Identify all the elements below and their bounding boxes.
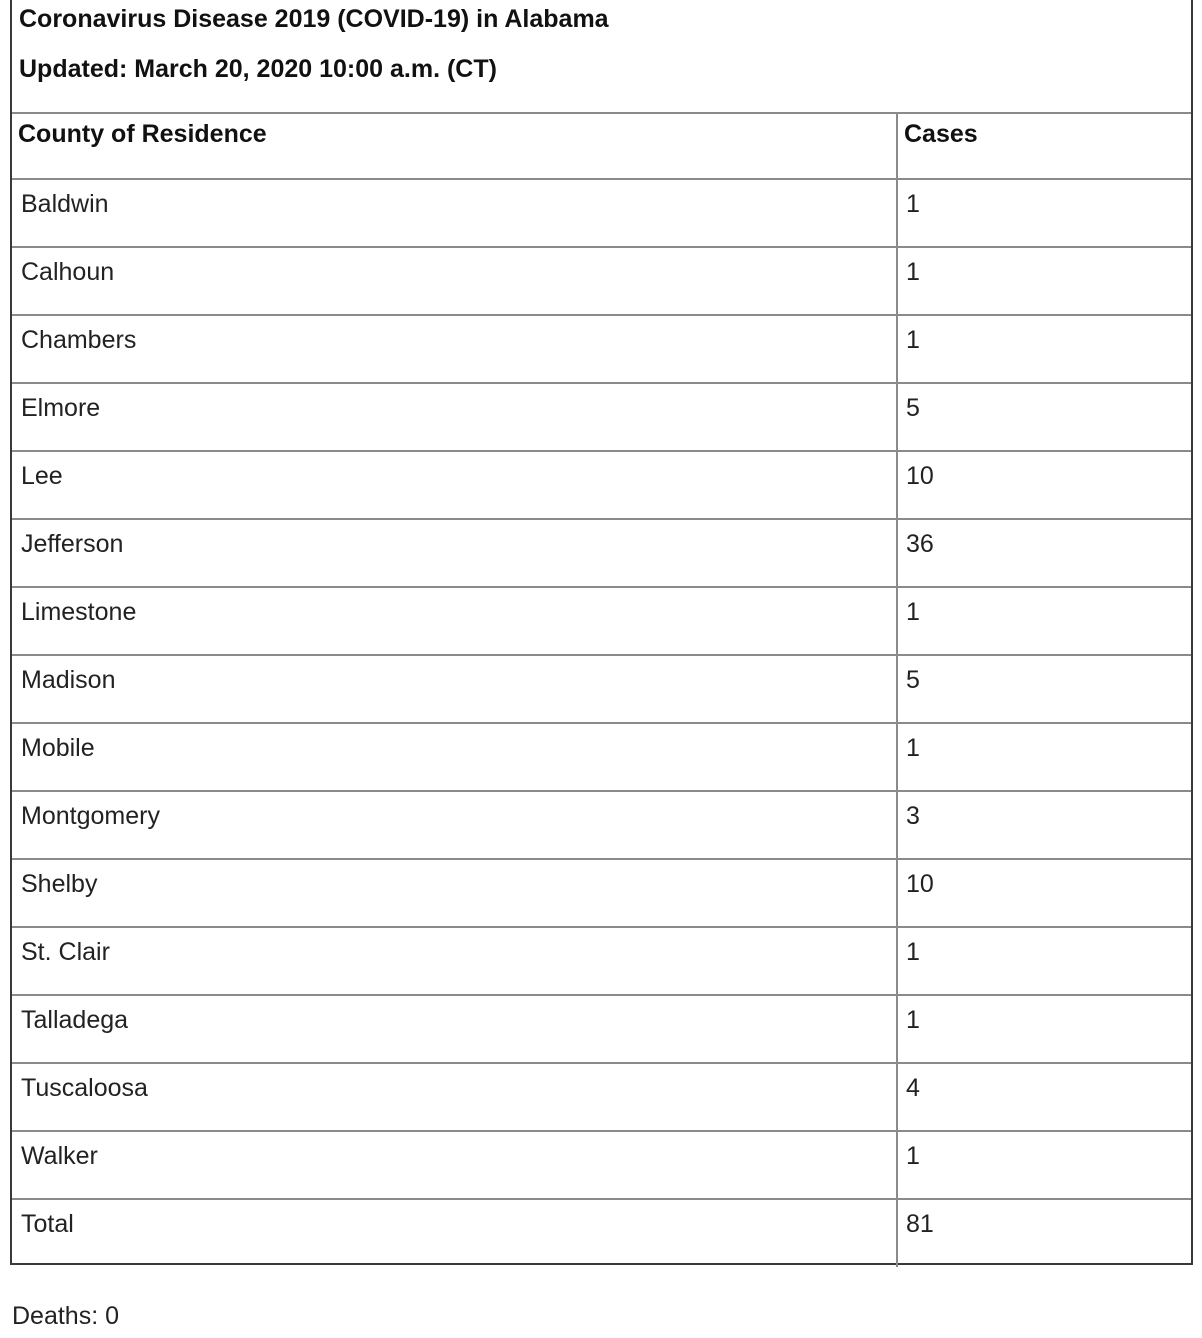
cases-cell: 1 xyxy=(897,995,1191,1063)
table-row xyxy=(12,791,1191,859)
cases-cell: 3 xyxy=(897,791,1191,859)
table-header-row xyxy=(12,113,1191,179)
table-row xyxy=(12,859,1191,927)
table-row xyxy=(12,655,1191,723)
cases-cell: 1 xyxy=(897,315,1191,383)
table-row xyxy=(12,519,1191,587)
county-cell: Walker xyxy=(12,1131,897,1199)
table-row xyxy=(12,995,1191,1063)
table-row xyxy=(12,1063,1191,1131)
deaths-count: Deaths: 0 xyxy=(12,1302,120,1330)
total-cases-cell: 81 xyxy=(897,1199,1191,1267)
county-cell: Mobile xyxy=(12,723,897,791)
county-cell: Lee xyxy=(12,451,897,519)
table-row xyxy=(12,247,1191,315)
cases-cell: 5 xyxy=(897,383,1191,451)
county-cell: Baldwin xyxy=(12,179,897,247)
column-header-cases: Cases xyxy=(897,113,1191,179)
cases-cell: 1 xyxy=(897,587,1191,655)
table-row xyxy=(12,383,1191,451)
county-cell: Jefferson xyxy=(12,519,897,587)
total-row xyxy=(12,1199,1191,1267)
cases-by-county-table xyxy=(12,112,1191,1267)
table-row xyxy=(12,927,1191,995)
cases-cell: 36 xyxy=(897,519,1191,587)
updated-timestamp: Updated: March 20, 2020 10:00 a.m. (CT) xyxy=(19,55,497,83)
county-cell: Elmore xyxy=(12,383,897,451)
table-row xyxy=(12,451,1191,519)
county-cell: Montgomery xyxy=(12,791,897,859)
cases-cell: 10 xyxy=(897,859,1191,927)
county-cell: Chambers xyxy=(12,315,897,383)
page-title: Coronavirus Disease 2019 (COVID-19) in Alabama xyxy=(19,5,609,33)
table-row xyxy=(12,179,1191,247)
county-cell: Shelby xyxy=(12,859,897,927)
table-row xyxy=(12,1131,1191,1199)
cases-report-frame xyxy=(10,0,1193,1265)
cases-cell: 10 xyxy=(897,451,1191,519)
cases-cell: 4 xyxy=(897,1063,1191,1131)
column-header-county: County of Residence xyxy=(12,113,897,179)
title-block xyxy=(12,0,1191,112)
county-cell: Talladega xyxy=(12,995,897,1063)
cases-cell: 1 xyxy=(897,927,1191,995)
total-label-cell: Total xyxy=(12,1199,897,1267)
county-cell: Limestone xyxy=(12,587,897,655)
county-cell: Tuscaloosa xyxy=(12,1063,897,1131)
cases-cell: 1 xyxy=(897,723,1191,791)
table-row xyxy=(12,587,1191,655)
county-cell: St. Clair xyxy=(12,927,897,995)
table-row xyxy=(12,723,1191,791)
cases-cell: 1 xyxy=(897,1131,1191,1199)
cases-cell: 1 xyxy=(897,247,1191,315)
cases-cell: 1 xyxy=(897,179,1191,247)
county-cell: Madison xyxy=(12,655,897,723)
table-row xyxy=(12,315,1191,383)
county-cell: Calhoun xyxy=(12,247,897,315)
cases-cell: 5 xyxy=(897,655,1191,723)
